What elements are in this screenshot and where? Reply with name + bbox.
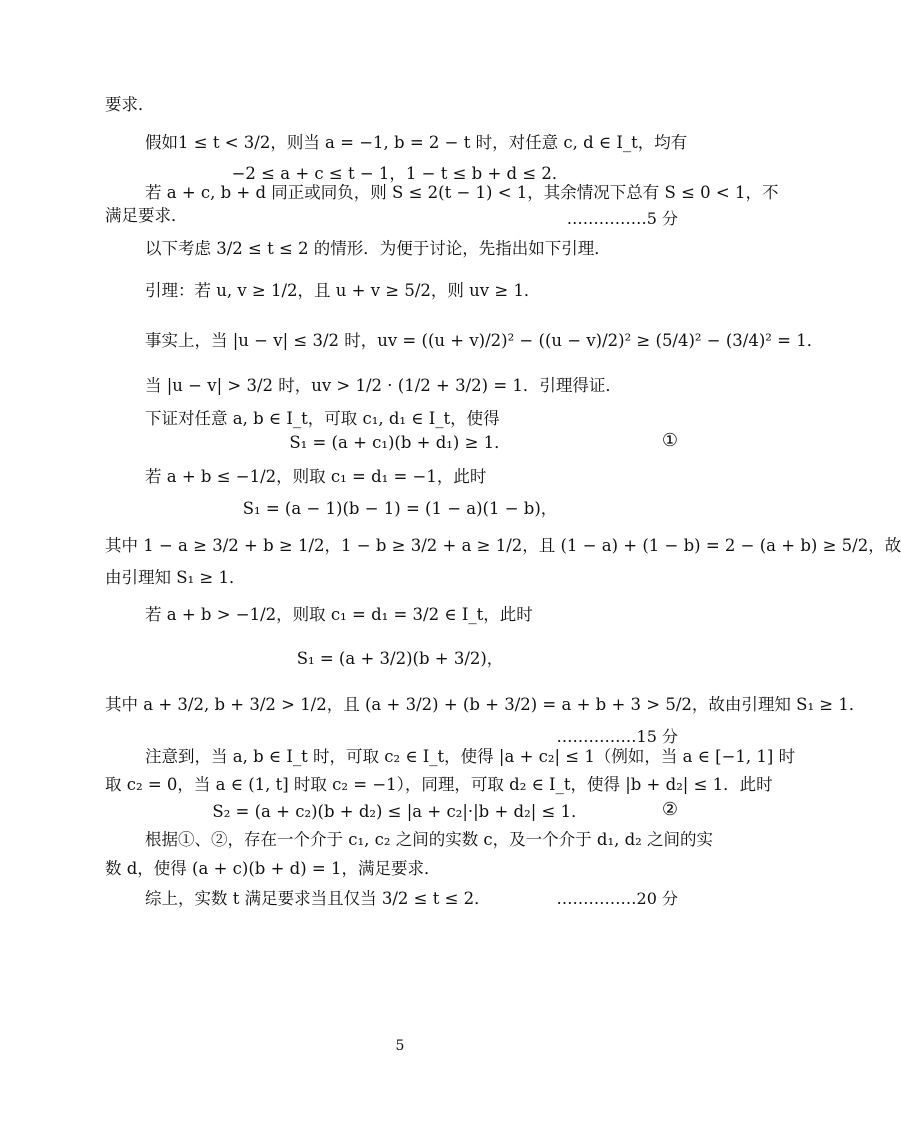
text-line: S₂ = (a + c₂)(b + d₂) ≤ |a + c₂|·|b + d₂| ≤ 1． (212, 802, 588, 821)
text-line: 以下考虑 3/2 ≤ t ≤ 2 的情形．为便于讨论，先指出如下引理． (145, 239, 611, 258)
text-line: 根据①、②，存在一个介于 c₁, c₂ 之间的实数 c，及一个介于 d₁, d₂ 之间的实 (145, 830, 714, 849)
text-line: −2 ≤ a + c ≤ t − 1，1 − t ≤ b + d ≤ 2． (231, 164, 569, 183)
text-line: 事实上，当 |u − v| ≤ 3/2 时，uv = ((u + v)/2)² − ((u − v)/2)² ≥ (5/4)² − (3/4)² = 1． (145, 331, 824, 350)
text-line: 下证对任意 a, b ∈ I_t，可取 c₁, d₁ ∈ I_t，使得 (145, 409, 500, 428)
text-line: S₁ = (a + c₁)(b + d₁) ≥ 1． (289, 433, 511, 452)
equation-mark-2: ② (661, 799, 678, 820)
score-label: ……………15 分 (556, 727, 678, 746)
page-number: 5 (395, 1038, 405, 1054)
text-line: 若 a + b ≤ −1/2，则取 c₁ = d₁ = −1，此时 (145, 467, 487, 486)
text-line: 当 |u − v| > 3/2 时，uv > 1/2 · (1/2 + 3/2) = 1．引理得证． (145, 376, 622, 395)
score-label: ……………20 分 (556, 889, 678, 908)
text-line: 若 a + b > −1/2，则取 c₁ = d₁ = 3/2 ∈ I_t，此时 (145, 605, 533, 624)
text-line: 若 a + c, b + d 同正或同负，则 S ≤ 2(t − 1) < 1，其余情况下总有 S ≤ 0 < 1，不 (145, 183, 779, 202)
text-line: 其中 1 − a ≥ 3/2 + b ≥ 1/2，1 − b ≥ 3/2 + a ≥ 1/2，且 (1 − a) + (1 − b) = 2 − (a + b) ≥ 5/2，故 (105, 536, 901, 555)
equation-mark-1: ① (661, 430, 678, 451)
text-line: 满足要求． (105, 206, 188, 225)
text-line: 假如1 ≤ t < 3/2，则当 a = −1, b = 2 − t 时，对任意 c, d ∈ I_t，均有 (145, 133, 688, 152)
text-line: S₁ = (a + 3/2)(b + 3/2)， (296, 649, 504, 668)
text-line: 由引理知 S₁ ≥ 1． (105, 568, 246, 587)
text-line: 取 c₂ = 0，当 a ∈ (1, t] 时取 c₂ = −1），同理，可取 d₂ ∈ I_t，使得 |b + d₂| ≤ 1．此时 (105, 775, 773, 794)
score-label: ……………5 分 (566, 209, 678, 228)
text-line: 要求． (105, 95, 155, 114)
text-line: 注意到，当 a, b ∈ I_t 时，可取 c₂ ∈ I_t，使得 |a + c₂| ≤ 1（例如，当 a ∈ [−1, 1] 时 (145, 747, 796, 766)
text-line: 数 d，使得 (a + c)(b + d) = 1，满足要求． (105, 859, 441, 878)
text-line: S₁ = (a − 1)(b − 1) = (1 − a)(1 − b)， (242, 499, 558, 518)
text-line: 综上，实数 t 满足要求当且仅当 3/2 ≤ t ≤ 2． (145, 889, 491, 908)
text-line: 引理：若 u, v ≥ 1/2，且 u + v ≥ 5/2，则 uv ≥ 1． (145, 281, 541, 300)
text-line: 其中 a + 3/2, b + 3/2 > 1/2，且 (a + 3/2) + (b + 3/2) = a + b + 3 > 5/2，故由引理知 S₁ ≥ 1． (105, 695, 866, 714)
